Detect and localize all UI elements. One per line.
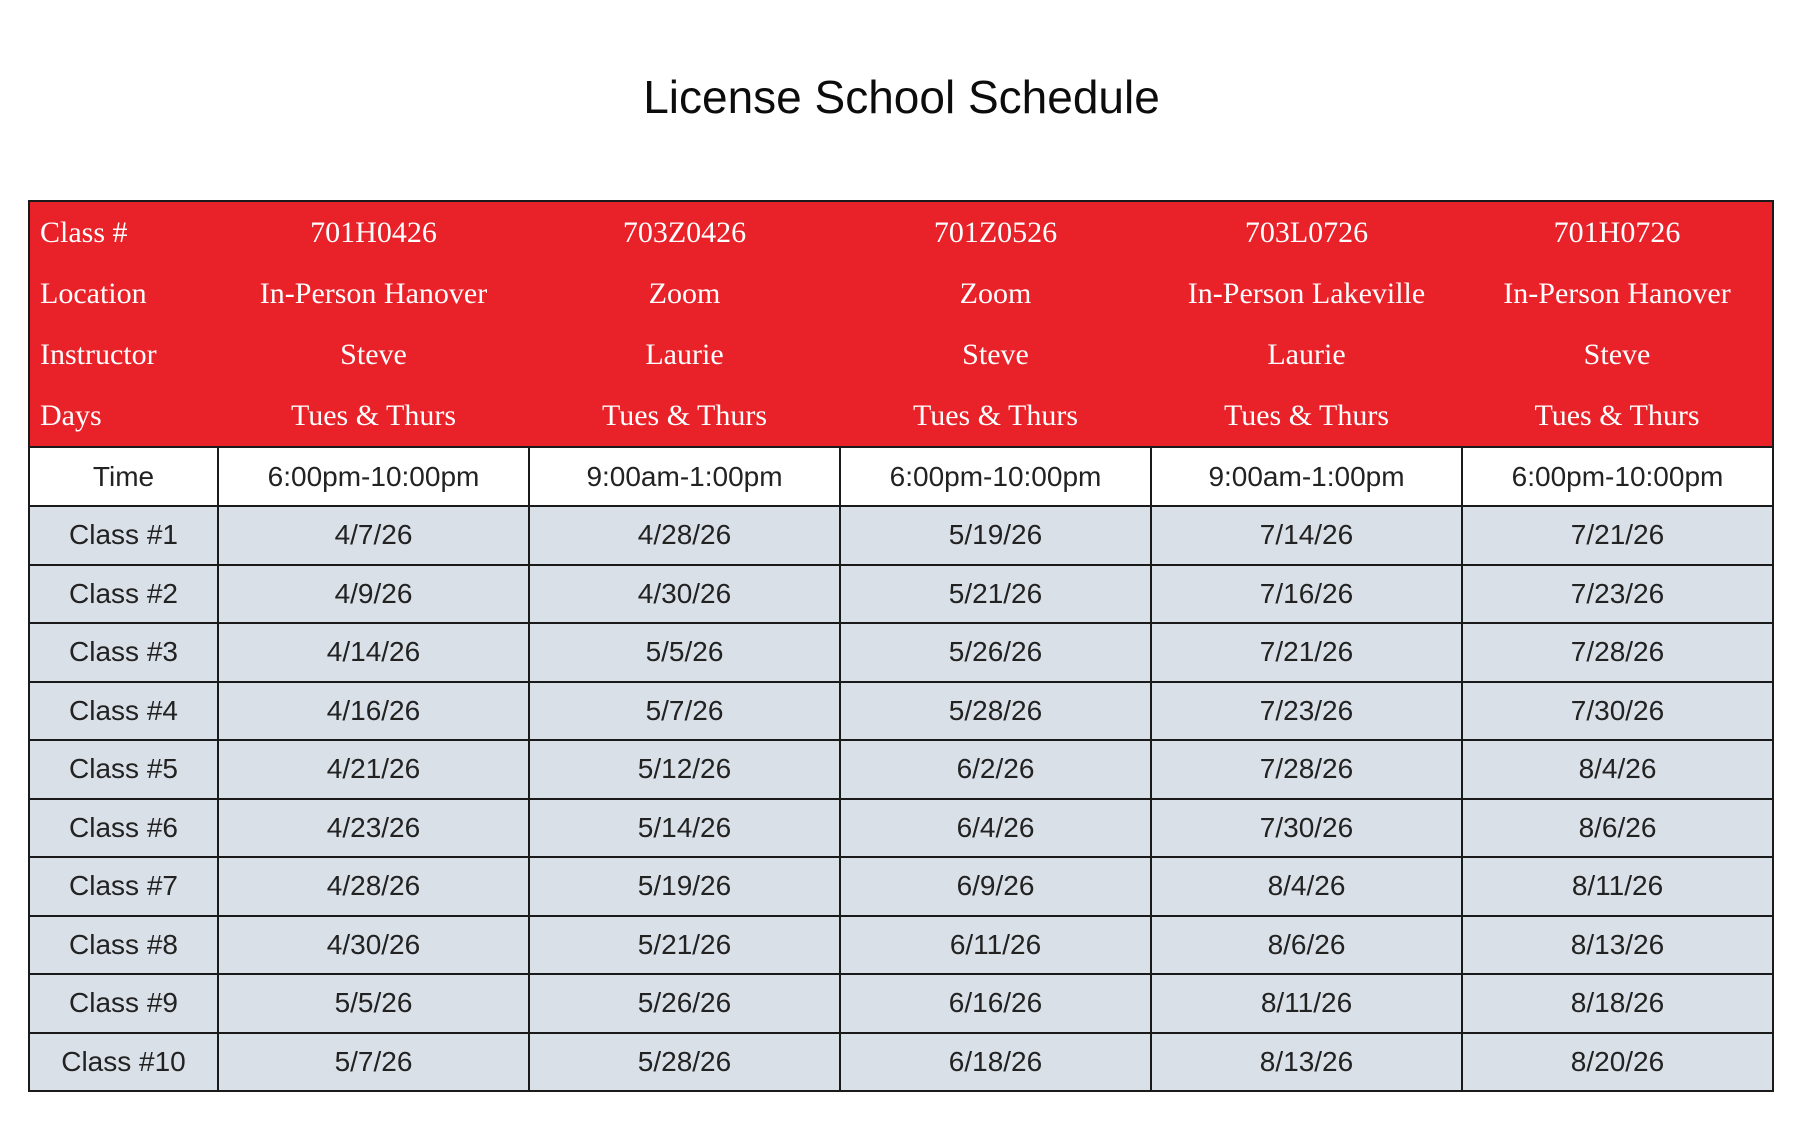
table-row [29,565,1773,624]
header-value-cell: Tues & Thurs [1462,385,1773,447]
date-cell: 6/16/26 [840,974,1151,1033]
table-row [29,740,1773,799]
header-row [29,385,1773,447]
date-cell: 5/7/26 [529,682,840,741]
date-cell: 5/7/26 [218,1033,529,1092]
date-cell: 5/28/26 [529,1033,840,1092]
date-cell: 4/28/26 [529,506,840,565]
table-row [29,857,1773,916]
date-cell: 6/18/26 [840,1033,1151,1092]
date-cell: 5/5/26 [218,974,529,1033]
table-row [29,506,1773,565]
date-cell: 8/4/26 [1462,740,1773,799]
date-cell: 4/21/26 [218,740,529,799]
header-value-cell: Laurie [1151,324,1462,385]
date-cell: 7/21/26 [1151,623,1462,682]
time-value-cell: 6:00pm-10:00pm [218,447,529,506]
header-value-cell: Zoom [529,263,840,324]
date-cell: 4/30/26 [529,565,840,624]
page-title: License School Schedule [643,71,1160,123]
date-cell: 6/11/26 [840,916,1151,975]
date-cell: 8/18/26 [1462,974,1773,1033]
header-value-cell: 703Z0426 [529,201,840,263]
date-cell: 6/4/26 [840,799,1151,858]
time-value-cell: 6:00pm-10:00pm [840,447,1151,506]
license-schedule-table [28,200,1774,1092]
table-row [29,682,1773,741]
header-row-label-cell: Location [29,263,218,324]
date-cell: 4/16/26 [218,682,529,741]
date-cell: 7/23/26 [1462,565,1773,624]
date-cell: 5/19/26 [840,506,1151,565]
date-cell: 7/23/26 [1151,682,1462,741]
header-value-cell: In-Person Hanover [218,263,529,324]
date-cell: 8/13/26 [1462,916,1773,975]
date-cell: 5/12/26 [529,740,840,799]
date-cell: 8/20/26 [1462,1033,1773,1092]
date-cell: 5/26/26 [529,974,840,1033]
date-cell: 8/4/26 [1151,857,1462,916]
date-cell: 5/14/26 [529,799,840,858]
table-row [29,1033,1773,1092]
date-cell: 8/6/26 [1151,916,1462,975]
table-row-label-cell: Class #2 [29,565,218,624]
date-cell: 7/16/26 [1151,565,1462,624]
date-cell: 4/7/26 [218,506,529,565]
table-row-label-cell: Class #1 [29,506,218,565]
date-cell: 5/26/26 [840,623,1151,682]
header-value-cell: In-Person Lakeville [1151,263,1462,324]
header-value-cell: Tues & Thurs [1151,385,1462,447]
date-cell: 4/23/26 [218,799,529,858]
date-cell: 6/2/26 [840,740,1151,799]
header-value-cell: 703L0726 [1151,201,1462,263]
date-cell: 4/30/26 [218,916,529,975]
time-value-cell: 9:00am-1:00pm [1151,447,1462,506]
table-row-label-cell: Class #7 [29,857,218,916]
date-cell: 8/13/26 [1151,1033,1462,1092]
header-value-cell: Steve [840,324,1151,385]
header-value-cell: Steve [1462,324,1773,385]
header-row [29,324,1773,385]
date-cell: 5/21/26 [529,916,840,975]
table-row-label-cell: Class #8 [29,916,218,975]
table-row [29,623,1773,682]
header-value-cell: 701Z0526 [840,201,1151,263]
date-cell: 7/14/26 [1151,506,1462,565]
table-row-label-cell: Class #5 [29,740,218,799]
date-cell: 8/11/26 [1151,974,1462,1033]
date-cell: 5/21/26 [840,565,1151,624]
table-body [29,201,1773,1091]
date-cell: 7/28/26 [1151,740,1462,799]
date-cell: 4/28/26 [218,857,529,916]
date-cell: 7/30/26 [1151,799,1462,858]
header-row-label-cell: Class # [29,201,218,263]
header-value-cell: In-Person Hanover [1462,263,1773,324]
time-value-cell: 6:00pm-10:00pm [1462,447,1773,506]
date-cell: 8/6/26 [1462,799,1773,858]
table-row-label-cell: Class #9 [29,974,218,1033]
time-row [29,447,1773,506]
header-row [29,263,1773,324]
table-row [29,916,1773,975]
table-row-label-cell: Class #4 [29,682,218,741]
table-row-label-cell: Class #10 [29,1033,218,1092]
header-value-cell: 701H0426 [218,201,529,263]
date-cell: 7/30/26 [1462,682,1773,741]
date-cell: 7/21/26 [1462,506,1773,565]
date-cell: 5/19/26 [529,857,840,916]
table-row-label-cell: Class #6 [29,799,218,858]
time-row-label-cell: Time [29,447,218,506]
date-cell: 4/14/26 [218,623,529,682]
header-value-cell: Steve [218,324,529,385]
time-value-cell: 9:00am-1:00pm [529,447,840,506]
header-value-cell: Tues & Thurs [218,385,529,447]
header-row-label-cell: Days [29,385,218,447]
header-value-cell: Tues & Thurs [529,385,840,447]
table-row [29,974,1773,1033]
date-cell: 8/11/26 [1462,857,1773,916]
header-value-cell: Laurie [529,324,840,385]
date-cell: 5/28/26 [840,682,1151,741]
header-row-label-cell: Instructor [29,324,218,385]
table-row [29,799,1773,858]
date-cell: 7/28/26 [1462,623,1773,682]
header-value-cell: Tues & Thurs [840,385,1151,447]
table-row-label-cell: Class #3 [29,623,218,682]
header-value-cell: 701H0726 [1462,201,1773,263]
date-cell: 4/9/26 [218,565,529,624]
date-cell: 5/5/26 [529,623,840,682]
header-value-cell: Zoom [840,263,1151,324]
header-row [29,201,1773,263]
date-cell: 6/9/26 [840,857,1151,916]
